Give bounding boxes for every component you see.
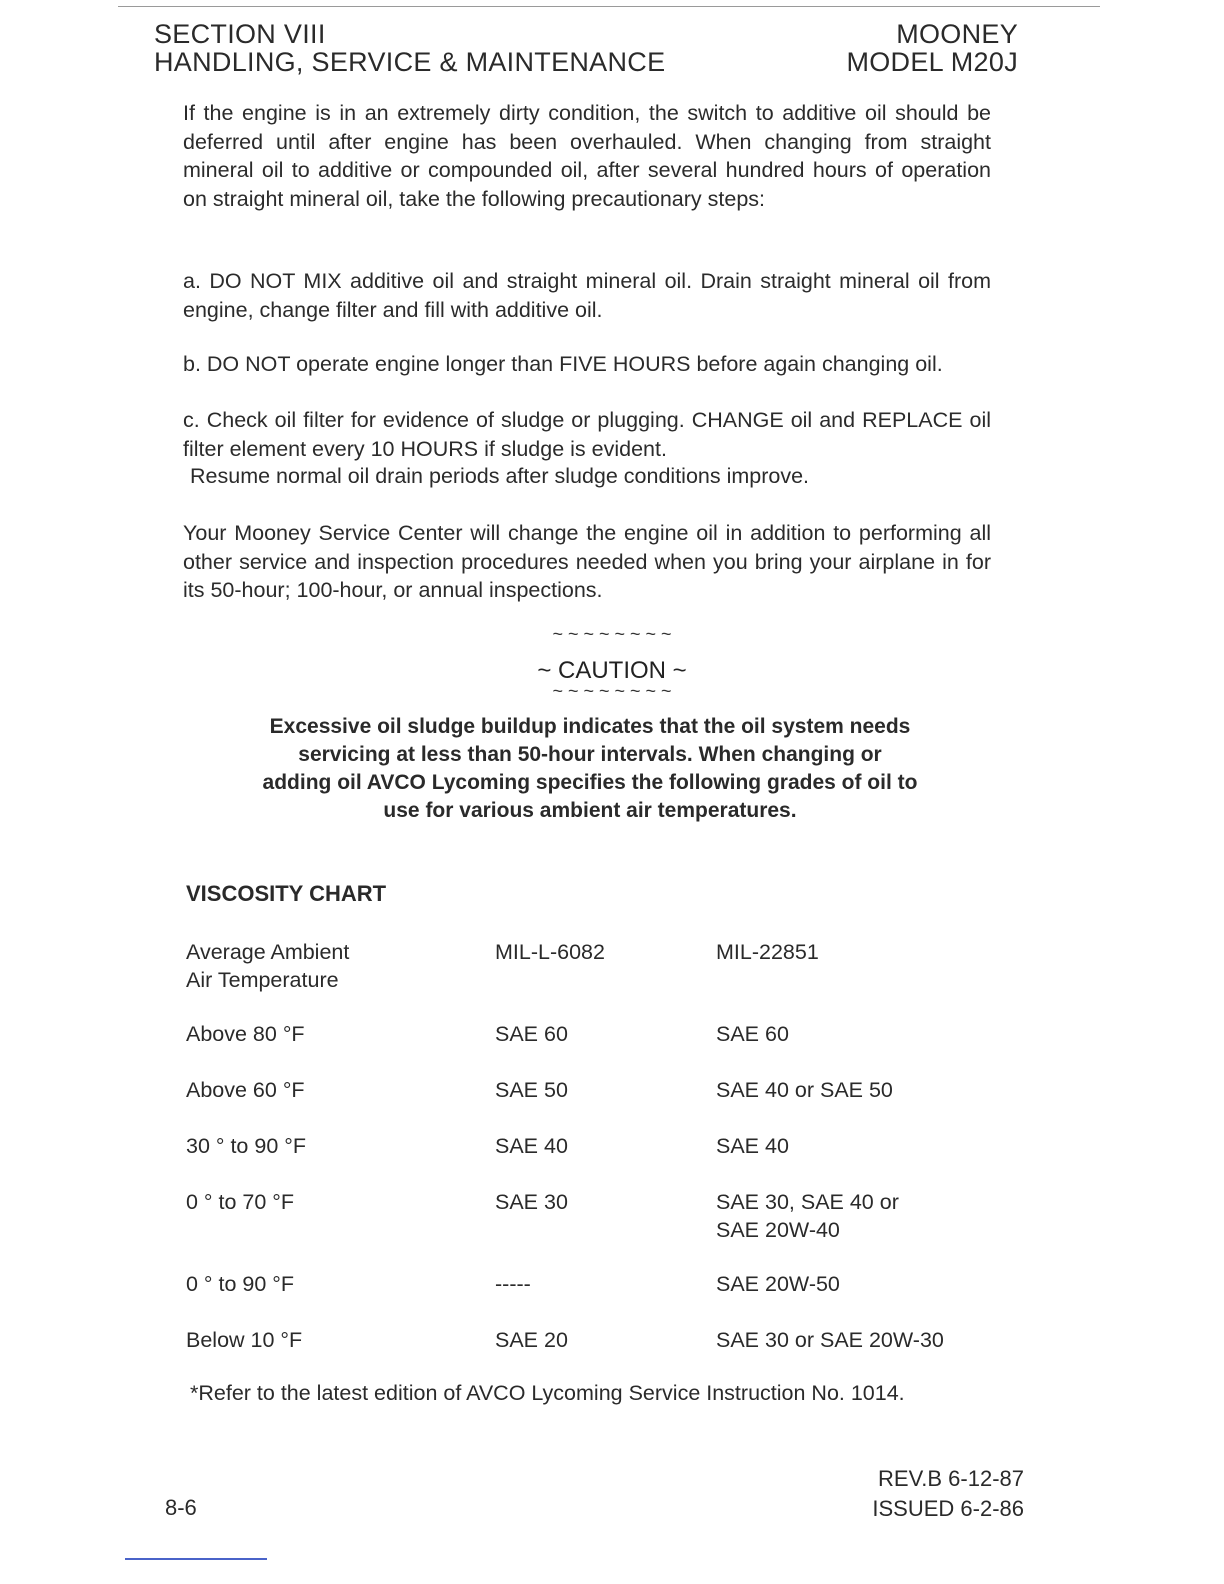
caution-title: ~ CAUTION ~ [537,657,687,684]
table-row-mil6082: SAE 20 [495,1328,568,1352]
issued-date: ISSUED 6-2-86 [872,1496,1024,1521]
revision-date: REV.B 6-12-87 [878,1466,1024,1491]
table-row-mil6082: SAE 60 [495,1022,568,1046]
manufacturer: MOONEY [896,19,1018,49]
table-row-temp: 0 ° to 90 °F [186,1272,295,1296]
header-left [154,20,665,76]
mil-6082-header: MIL-L-6082 [495,940,605,964]
bottom-rule [125,1558,267,1560]
table-row-temp: 30 ° to 90 °F [186,1134,306,1158]
table-row-temp: Below 10 °F [186,1328,303,1352]
temp-header [186,938,349,994]
section-title: HANDLING, SERVICE & MAINTENANCE [154,47,666,77]
table-row-mil22851-line2: SAE 20W-40 [716,1218,840,1242]
step-b: b. DO NOT operate engine longer than FIVE HOURS before again changing oil. [183,352,943,376]
table-row-mil6082: SAE 50 [495,1078,568,1102]
caution-tildes-bottom: ~ ~ ~ ~ ~ ~ ~ ~ [552,681,672,701]
table-row-mil6082: SAE 40 [495,1134,568,1158]
service-paragraph: Your Mooney Service Center will change the engine oil in addition to performing all other service and inspection procedures needed when you bring your airplane in for its 50-hour; 100-hour, or annual inspections. [183,521,991,602]
step-c: c. Check oil filter for evidence of sludge or plugging. CHANGE oil and REPLACE oil filter element every 10 HOURS if sludge is evident. [183,408,991,461]
temp-header-line2: Air Temperature [186,968,339,992]
mil-22851-header: MIL-22851 [716,940,819,964]
header-right [846,20,1018,76]
table-row-temp: Above 60 °F [186,1078,305,1102]
section-number: SECTION VIII [154,19,326,49]
caution-tildes-top: ~ ~ ~ ~ ~ ~ ~ ~ [552,624,672,644]
model: MODEL M20J [846,47,1018,77]
table-row-mil22851 [716,1188,899,1244]
table-row-mil22851: SAE 30 or SAE 20W-30 [716,1328,944,1352]
table-row-mil6082: ----- [495,1272,531,1296]
table-row-temp: Above 80 °F [186,1022,305,1046]
footnote: *Refer to the latest edition of AVCO Lycoming Service Instruction No. 1014. [190,1381,905,1405]
caution-text: Excessive oil sludge buildup indicates that the oil system needs servicing at less than 50-hour intervals. When changing or adding oil AVCO Lycoming specifies the following grades of oil to use for various ambient air temperatures. [262,715,918,822]
viscosity-chart-title: VISCOSITY CHART [186,881,387,906]
table-row-mil6082: SAE 30 [495,1190,568,1214]
temp-header-line1: Average Ambient [186,940,350,964]
table-row-temp: 0 ° to 70 °F [186,1190,295,1214]
step-c-resume: Resume normal oil drain periods after sludge conditions improve. [190,464,810,488]
table-row-mil22851: SAE 60 [716,1022,789,1046]
top-rule [118,6,1100,7]
intro-paragraph: If the engine is in an extremely dirty condition, the switch to additive oil should be deferred until after engine has been overhauled. When changing from straight mineral oil to additive or compounded oil, after several hundred hours of operation on straight mineral oil, take the following precautionary steps: [183,101,991,211]
table-row-mil22851: SAE 40 or SAE 50 [716,1078,893,1102]
table-row-mil22851: SAE 20W-50 [716,1272,840,1296]
table-row-mil22851-line1: SAE 30, SAE 40 or [716,1190,899,1214]
page-number: 8-6 [165,1495,197,1520]
table-row-mil22851: SAE 40 [716,1134,789,1158]
revision-info [872,1464,1024,1524]
step-a: a. DO NOT MIX additive oil and straight mineral oil. Drain straight mineral oil from engine, change filter and fill with additive oil. [183,269,991,322]
